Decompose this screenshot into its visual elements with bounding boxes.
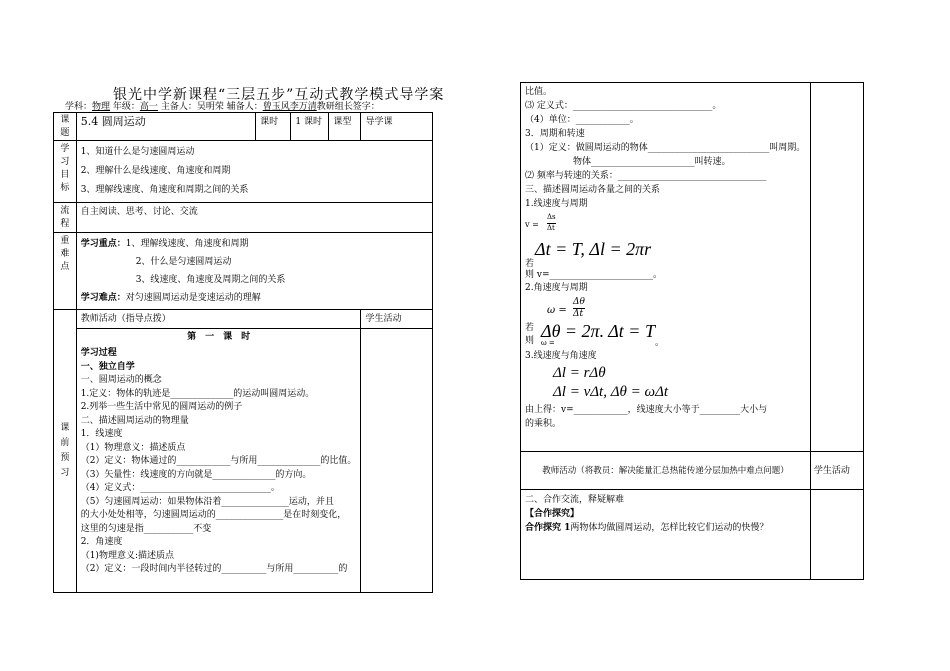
question-text: 两物体均做圆周运动，怎样比较它们运动的快慢？ xyxy=(570,523,769,533)
process-label: 流程 xyxy=(60,206,70,229)
text-line: 3.线速度与角速度 xyxy=(525,351,597,361)
goal-item: 1、知道什么是匀速圆周运动 xyxy=(80,147,195,157)
text-line: 这里的匀速是指___________不变 xyxy=(80,523,212,534)
type-value: 导学课 xyxy=(365,117,393,127)
teacher-activity-head-right: 教师活动（将教员：解决能量汇总热能传递分层加热中难点问题） xyxy=(542,465,789,476)
text-line: ⑶ 定义式：_______________________________。 xyxy=(525,101,722,111)
student-activity-area xyxy=(361,329,433,593)
keypoints-label: 重难点 xyxy=(60,236,70,272)
text-line: （1)物理意义:描述质点 xyxy=(80,550,174,561)
then-label: 则 xyxy=(525,336,535,346)
text-line: 一、圆周运动的概念 xyxy=(80,375,162,385)
formula-omega xyxy=(525,295,806,319)
formula-den: Δt xyxy=(547,224,555,232)
omega-label: ω = xyxy=(547,305,567,316)
text-line: （1）物理意义：描述质点 xyxy=(80,442,186,453)
equation-arc: Δl = rΔθ xyxy=(553,365,606,381)
equation-period: Δt = T, Δl = 2πr xyxy=(535,239,652,259)
right-lesson-table xyxy=(520,82,864,580)
key-item: 2、什么是匀速圆周运动 xyxy=(135,257,232,267)
text-line: 比值。 xyxy=(525,87,553,97)
subject-value: 物理 xyxy=(92,102,111,112)
student-activity-head-right: 学生活动 xyxy=(813,465,850,476)
student-activity-head: 学生活动 xyxy=(365,314,402,324)
text-line: 二、描述圆周运动的物理量 xyxy=(80,415,189,426)
process-value: 自主阅读、思考、讨论、交流 xyxy=(80,207,198,217)
left-lesson-table xyxy=(53,112,433,593)
text-line: （1）定义：做圆周运动的物体___________________________叫周期。 xyxy=(525,143,806,153)
hours-label: 课时 xyxy=(260,117,279,127)
formula-num: Δs xyxy=(547,211,556,224)
difficulty-title: 学习难点： xyxy=(80,293,126,303)
key-title: 学习重点： xyxy=(80,239,126,249)
text-line: 的大小处处相等，匀速圆周运动的_______________是在时刻变化， xyxy=(80,510,347,520)
type-label: 课型 xyxy=(333,117,352,127)
omega-den: Δt xyxy=(573,309,584,319)
preparer: 主备人：吴明荣 xyxy=(160,102,224,112)
subject-label: 学科： xyxy=(65,102,93,112)
lesson-title: 第 一 课 时 xyxy=(187,332,251,342)
text-line: （2）定义：一段时间内半径转过的__________与所用__________的 xyxy=(80,564,348,574)
section-heading: 学习过程 xyxy=(80,348,117,358)
topic-label: 课题 xyxy=(54,113,77,141)
hours-value: 1 课时 xyxy=(295,117,322,127)
assistant-label: 辅备人： xyxy=(226,102,263,112)
goals-label: 学习目标 xyxy=(60,144,70,193)
document-title: 银光中学新课程“三层五步”互动式教学模式导学案 xyxy=(113,87,445,103)
text-line: 1.定义：物体的轨迹是______________的运动叫圆周运动。 xyxy=(80,388,315,399)
text-line: （4）单位：____________。 xyxy=(525,115,639,125)
formula-v: v = xyxy=(525,220,539,229)
equation-rates: Δl = vΔt, Δθ = ωΔt xyxy=(553,384,669,400)
text-line: 1.线速度与周期 xyxy=(525,199,588,209)
derivation-line: 由上得：v=____________，线速度大小等于_________大小与 xyxy=(525,405,768,415)
text-line: 三、描述圆周运动各量之间的关系 xyxy=(525,185,661,195)
equation-angle: Δθ = 2π. Δt = T xyxy=(541,321,655,341)
period-mark: 。 xyxy=(655,338,665,348)
omega-num: Δθ xyxy=(573,297,585,307)
section-heading: 二、合作交流，释疑解难 xyxy=(525,495,625,505)
key-item: 1、理解线速度、角速度和周期 xyxy=(125,239,249,249)
goal-item: 2、理解什么是线速度、角速度和周期 xyxy=(80,166,231,176)
derivation-line: 的乘积。 xyxy=(525,419,562,429)
if-label: 若 xyxy=(525,323,535,333)
text-line: 2.角速度与周期 xyxy=(525,283,588,293)
topic-value: 5.4 圆周运动 xyxy=(80,115,146,128)
coop-heading: 【合作探究】 xyxy=(525,509,580,519)
text-line: ⑵ 频率与转速的关系：_________________________________ xyxy=(525,171,767,181)
assistant-value: 曾玉风李万清 xyxy=(262,102,317,112)
right-content-cell xyxy=(521,83,811,452)
omega-result: ω = xyxy=(541,339,555,347)
text-line: 物体_______________________叫转速。 xyxy=(573,157,731,167)
right-student-area-2 xyxy=(810,490,863,580)
if-label: 若 xyxy=(525,259,535,269)
difficulty-value: 对匀速圆周运动是变速运动的理解 xyxy=(125,293,261,303)
signature-label: 教研组长签字： xyxy=(316,102,380,112)
text-line: 2．角速度 xyxy=(80,537,123,547)
grade-label: 年级： xyxy=(112,102,140,112)
goal-item: 3、理解线速度、角速度和周期之间的关系 xyxy=(80,185,249,195)
question-label: 合作探究 1 xyxy=(525,523,571,533)
formula-v-over-dt xyxy=(525,211,806,237)
teacher-activity-head: 教师活动（指导点拨） xyxy=(80,314,171,324)
text-line: 1．线速度 xyxy=(80,429,123,439)
grade-value: 高一 xyxy=(139,102,158,112)
key-item: 3、线速度、角速度及周期之间的关系 xyxy=(135,275,286,285)
then-v-line: 则 v=_______________________。 xyxy=(525,270,662,280)
text-line: 3．周期和转速 xyxy=(525,129,585,139)
text-line: 2.列举一些生活中常见的圆周运动的例子 xyxy=(80,402,243,412)
section-heading: 一、独立自学 xyxy=(80,361,135,372)
text-line: （2）定义：物体通过的____________与所用______________的比值。 xyxy=(80,456,357,466)
preview-label: 课前预习 xyxy=(60,423,70,478)
text-line: （5）匀速圆周运动：如果物体沿着_______________运动，并且 xyxy=(80,496,334,507)
text-line: （4）定义式：_____________________________。 xyxy=(80,483,280,493)
text-line: （3）矢量性：线速度的方向就是______________的方向。 xyxy=(80,469,312,480)
right-student-area xyxy=(810,83,863,452)
